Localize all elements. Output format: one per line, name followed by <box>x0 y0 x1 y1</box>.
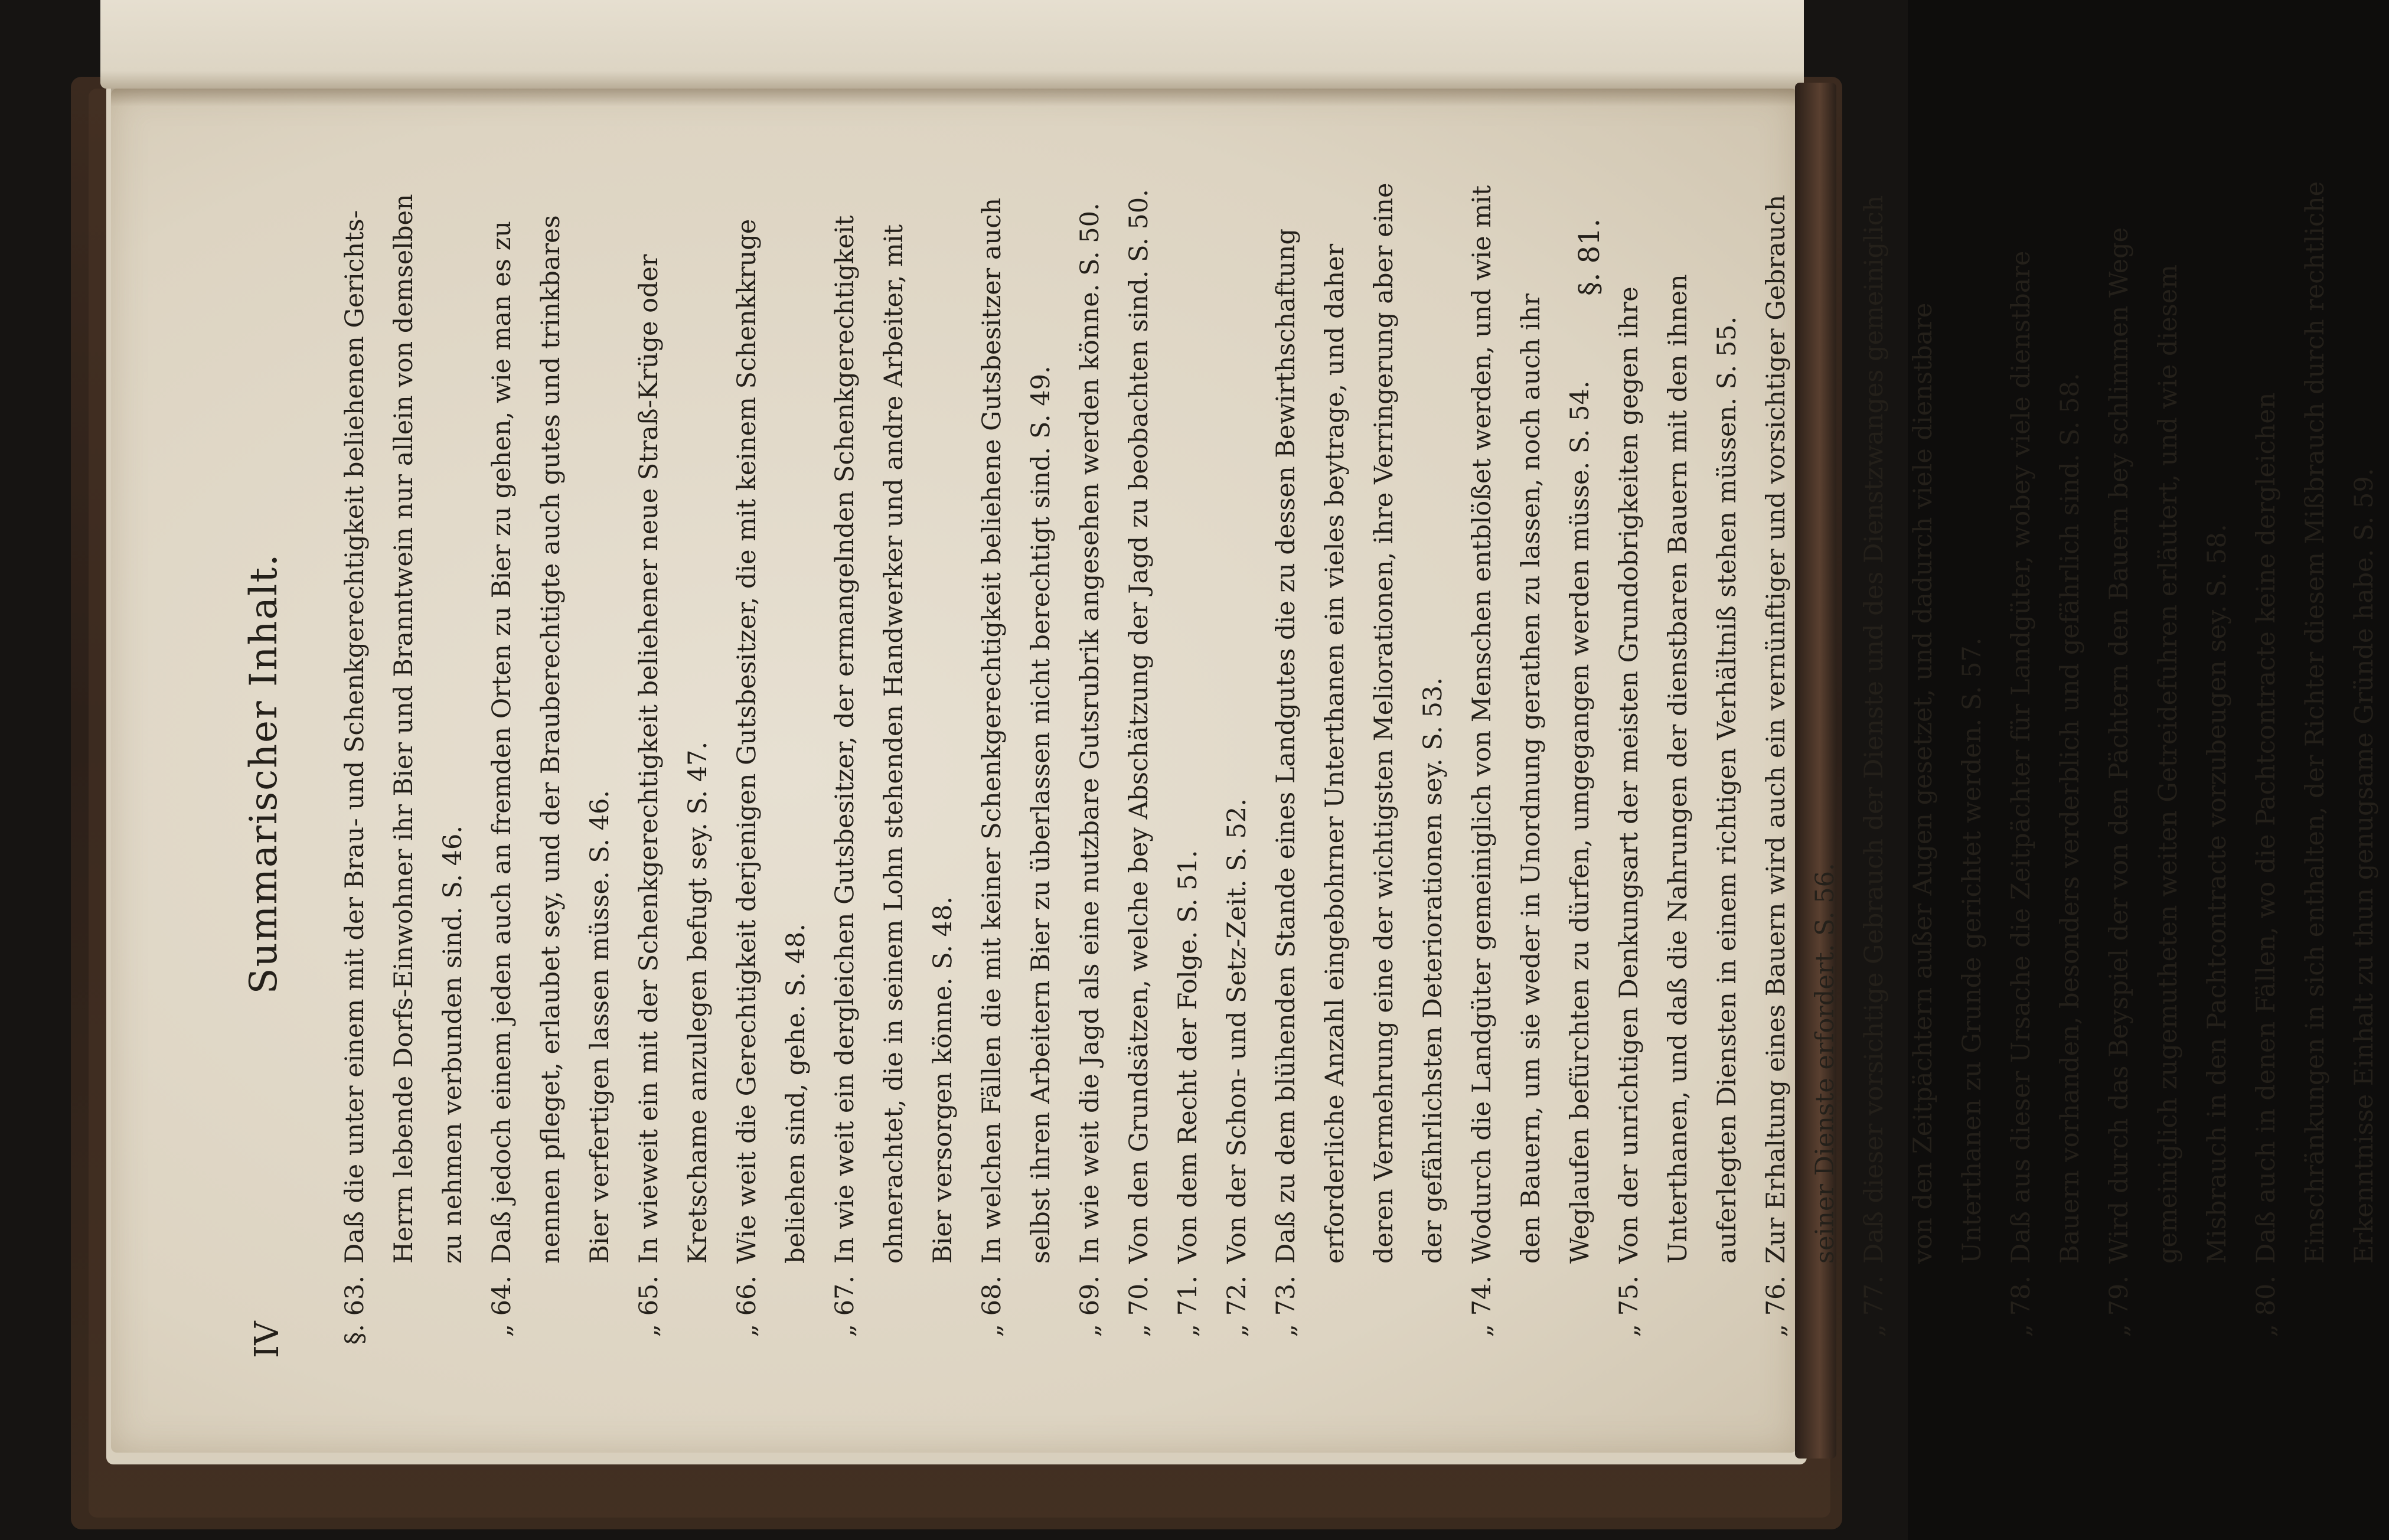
section-number: „ 72. <box>1222 1275 1252 1337</box>
entry-text: Von den Grundsätzen, welche bey Abschätzung der Jagd zu beobachten sind. S. 50. <box>1124 189 1154 1264</box>
contents-entry <box>1850 165 1997 1382</box>
section-number: „ 65. <box>634 1275 664 1337</box>
entry-text: In welchen Fällen die mit keiner Schenkgerechtigkeit beliehene Gutsbesitzer auch selbst ihren Arbeitern Bier zu überlassen nicht berechtigt sind. S. 49. <box>977 197 1056 1264</box>
section-number: „ 67. <box>830 1275 860 1337</box>
entry-text: Wie weit die Gerechtigkeit derjenigen Gutsbesitzer, die mit keinem Schenkkruge beliehen sind, gehe. S. 48. <box>732 218 811 1264</box>
entry-text: Wodurch die Landgüter gemeiniglich von Menschen entblößet werden, und wie mit den Bauern, um sie weder in Unordnung gerathen zu lassen, noch auch ihr Weglaufen befürchten zu dürfen, umgegangen werden müsse. S. 54. <box>1467 185 1595 1264</box>
catchword: §. 81. <box>1573 218 1606 296</box>
section-number: „ 74. <box>1467 1275 1497 1337</box>
contents-entry <box>331 165 478 1382</box>
entry-text: Daß jedoch einem jeden auch an fremden Orten zu Bier zu gehen, wie man es zu nennen pfleget, erlaubet sey, und der Brauberechtigte auch gutes und trinkbares Bier verfertigen lassen müsse. S. 46. <box>487 215 615 1264</box>
contents-entry <box>1262 165 1458 1382</box>
contents-entry <box>1752 165 1850 1382</box>
entry-text: Wird durch das Beyspiel der von den Pächtern den Bauern bey schlimmen Wege gemeiniglich zugemutheten weiten Getreidefuhren erläutert, und wie diesem Misbrauch in den Pachtcontracte vorzubeugen sey. S. 58. <box>2104 227 2232 1264</box>
section-number: „ 79. <box>2104 1275 2134 1337</box>
section-number: „ 80. <box>2251 1275 2281 1337</box>
section-number: §. 63. <box>340 1275 370 1345</box>
section-number: „ 70. <box>1124 1275 1154 1337</box>
section-number: „ 71. <box>1173 1275 1203 1337</box>
contents-entry <box>1164 165 1213 1382</box>
facing-page-edge <box>100 0 1804 89</box>
section-number: „ 75. <box>1614 1275 1644 1337</box>
entry-text: In wie weit ein dergleichen Gutsbesitzer, der ermangelnden Schenkgerechtigkeit ohnerachtet, die in seinem Lohn stehenden Handwerker und andre Arbeiter, mit Bier versorgen könne. S. 48. <box>830 215 958 1264</box>
contents-entry <box>625 165 723 1382</box>
entry-text: Von der unrichtigen Denkungsart der meisten Grundobrigkeiten gegen ihre Unterthanen, und daß die Nahrungen der dienstbaren Bauern mit den ihnen auferlegten Diensten in einem richtigen Verhältniß stehen müssen. S. 55. <box>1614 274 1742 1264</box>
contents-entry <box>1997 165 2095 1382</box>
contents-entry <box>1458 165 1605 1382</box>
section-number: „ 76. <box>1761 1275 1791 1337</box>
page-title: Summarischer Inhalt. <box>242 553 286 994</box>
contents-list <box>331 165 2389 1382</box>
contents-entry <box>478 165 625 1382</box>
contents-entry <box>723 165 821 1382</box>
contents-entry <box>1213 165 1262 1382</box>
page-number: IV <box>248 1321 286 1358</box>
contents-entry <box>1115 165 1164 1382</box>
entry-text: In wie weit die Jagd als eine nutzbare Gutsrubrik angesehen werden könne. S. 50. <box>1075 203 1105 1264</box>
entry-text: Daß auch in denen Fällen, wo die Pachtcontracte keine dergleichen Einschränkungen in sich enthalten, der Richter diesem Mißbrauch durch rechtliche Erkenntnisse Einhalt zu thun genugsame Gründe habe. S. 59. <box>2251 181 2379 1264</box>
contents-entry <box>2095 165 2242 1382</box>
entry-text: Daß zu dem blühenden Stande eines Landgutes die zu dessen Bewirthschaftung erforderliche Anzahl eingebohrner Unterthanen ein vieles beytrage, und daher deren Vermehrung eine der wichtigsten Meliorationen, ihre Verringerung aber eine der gefährlichsten Deteriorationen sey. S. 53. <box>1271 182 1448 1264</box>
section-number: „ 66. <box>732 1275 762 1337</box>
entry-text: Von der Schon- und Setz-Zeit. S. 52. <box>1222 798 1252 1264</box>
contents-entry <box>1066 165 1115 1382</box>
section-number: „ 77. <box>1859 1275 1889 1337</box>
entry-text: Zur Erhaltung eines Bauern wird auch ein vernünftiger und vorsichtiger Gebrauch seiner Dienste erfordert. S. 56. <box>1761 194 1840 1264</box>
contents-entry <box>1605 165 1752 1382</box>
section-number: „ 68. <box>977 1275 1007 1337</box>
entry-text: Daß die unter einem mit der Brau- und Schenkgerechtigkeit beliehenen Gerichts-Herrn lebende Dorfs-Einwohner ihr Bier und Branntwein nur allein von demselben zu nehmen verbunden sind. S. 46. <box>340 194 468 1264</box>
entry-text: In wieweit ein mit der Schenkgerechtigkeit beliehener neue Straß-Krüge oder Kretschame anzulegen befugt sey. S. 47. <box>634 254 713 1264</box>
running-header <box>236 165 319 1382</box>
contents-entry <box>821 165 968 1382</box>
section-number: „ 64. <box>487 1275 517 1337</box>
entry-text: Von dem Recht der Folge. S. 51. <box>1173 850 1203 1264</box>
page-gutter-shadow <box>111 89 1797 106</box>
section-number: „ 69. <box>1075 1275 1105 1337</box>
page-text-block <box>236 165 2379 1382</box>
contents-entry <box>968 165 1066 1382</box>
entry-text: Daß dieser vorsichtige Gebrauch der Dienste und des Dienstzwanges gemeiniglich von den Zeitpächtern außer Augen gesetzet, und dadurch viele dienstbare Unterthanen zu Grunde gerichtet werden. S. 57. <box>1859 195 1987 1264</box>
contents-entry <box>2242 165 2389 1382</box>
section-number: „ 78. <box>2006 1275 2036 1337</box>
section-number: „ 73. <box>1271 1275 1301 1337</box>
entry-text: Daß aus dieser Ursache die Zeitpächter für Landgüter, wobey viele dienstbare Bauern vorhanden, besonders verderblich und gefährlich sind. S. 58. <box>2006 250 2085 1264</box>
